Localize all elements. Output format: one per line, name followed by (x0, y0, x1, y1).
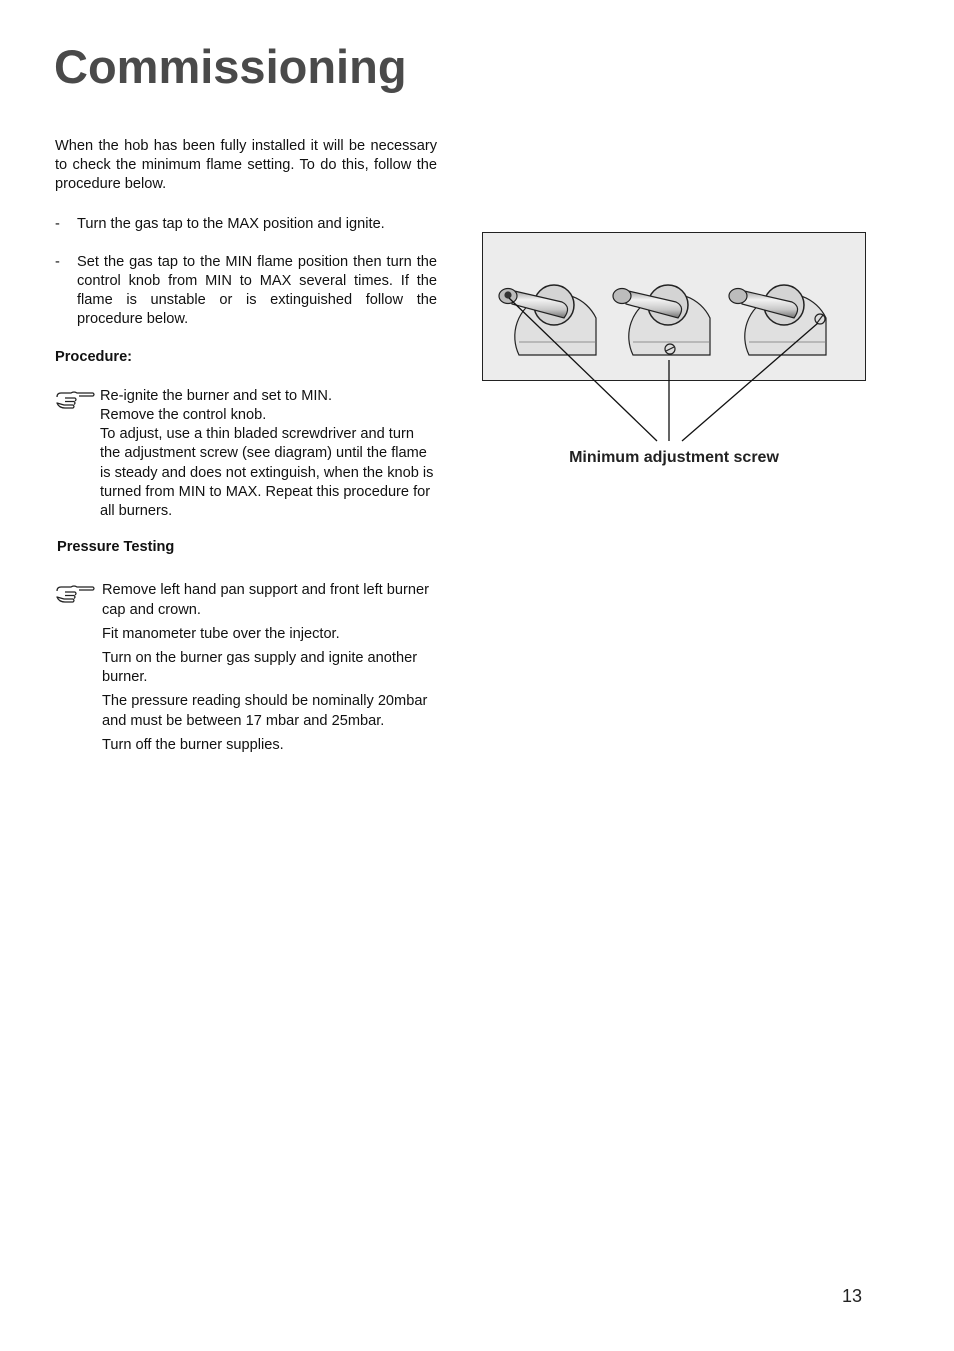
step-bullet: - (55, 253, 60, 270)
page-title: Commissioning (54, 40, 407, 93)
pressure-line: Turn off the burner supplies. (102, 736, 284, 753)
step-text: Set the gas tap to the MIN flame position then turn the control knob from MIN to MAX several times. If the flame is unstable or is extinguished follow the procedure below. (77, 253, 437, 328)
step-text: Turn the gas tap to the MAX position and ignite. (77, 215, 385, 232)
step-item (55, 253, 437, 330)
page-number: 13 (842, 1286, 863, 1306)
pressure-line: Remove left hand pan support and front left burner cap and crown. (102, 582, 429, 618)
procedure-line: Remove the control knob. (100, 407, 267, 424)
step-item (55, 215, 437, 234)
gas-tap-diagram (482, 232, 868, 447)
gas-tap-icon (613, 285, 710, 355)
procedure-line: To adjust, use a thin bladed screwdriver and turn the adjustment screw (see diagram) until the flame is steady and does not extinguish, when the knob is turned from MIN to MAX. Repeat this procedure for all burners. (100, 426, 434, 520)
intro-paragraph: When the hob has been fully installed it will be necessary to check the minimum flame setting. To do this, follow the procedure below. (55, 138, 437, 193)
pressure-line: Fit manometer tube over the injector. (102, 625, 340, 642)
adjustment-screw-icon (504, 291, 511, 298)
text-column (55, 137, 437, 760)
procedure-line: Re-ignite the burner and set to MIN. (100, 387, 332, 404)
adjustment-screw-icon (815, 314, 825, 324)
pointing-hand-icon (55, 581, 102, 760)
diagram-caption: Minimum adjustment screw (569, 449, 779, 466)
pressure-line: The pressure reading should be nominally 20mbar and must be between 17 mbar and 25mbar. (102, 693, 428, 729)
pressure-line: Turn on the burner gas supply and ignite another burner. (102, 650, 418, 686)
procedure-block (55, 387, 437, 521)
pointing-hand-icon (55, 387, 100, 521)
step-bullet: - (55, 215, 60, 232)
pressure-testing-heading: Pressure Testing (57, 539, 175, 556)
pressure-block (55, 581, 437, 760)
adjustment-screw-icon (665, 344, 675, 354)
procedure-heading: Procedure: (55, 348, 133, 365)
gas-tap-icon (499, 285, 596, 355)
gas-tap-icon (729, 285, 826, 355)
